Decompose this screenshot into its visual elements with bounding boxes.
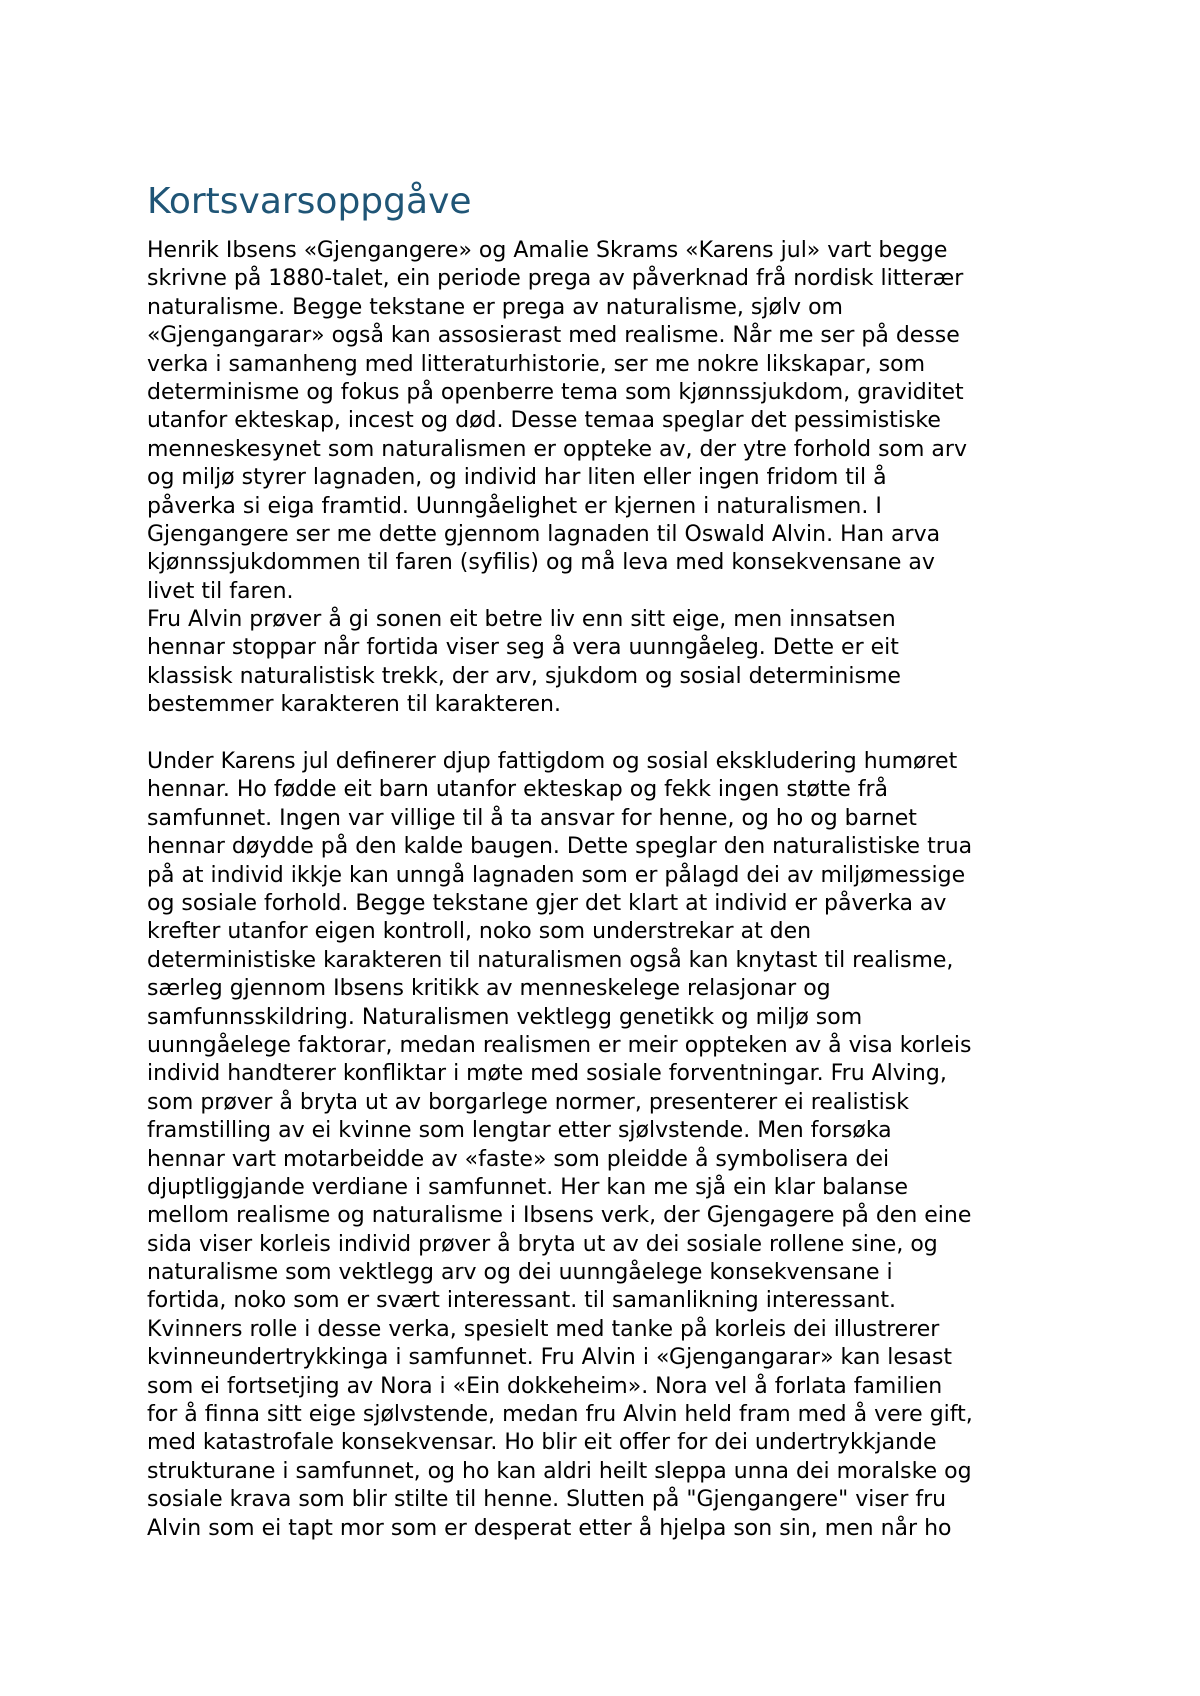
- paragraph-2: [147, 606, 1147, 720]
- text-line: «Gjengangarar» også kan assosierast med realisme. Når me ser på desse: [147, 323, 960, 349]
- paragraph-1: [147, 237, 1147, 606]
- text-line: hennar stoppar når fortida viser seg å vera uunngåeleg. Dette er eit: [147, 635, 899, 661]
- text-line: Fru Alvin prøver å gi sonen eit betre liv enn sitt eige, men innsatsen: [147, 607, 896, 633]
- text-line: Alvin som ei tapt mor som er desperat etter å hjelpa son sin, men når ho: [147, 1515, 952, 1541]
- text-line: determinisme og fokus på openberre tema som kjønnssjukdom, graviditet: [147, 379, 964, 405]
- text-line: Henrik Ibsens «Gjengangere» og Amalie Skrams «Karens jul» vart begge: [147, 238, 948, 263]
- text-line: livet til faren.: [147, 578, 294, 604]
- text-line: på at individ ikkje kan unngå lagnaden som er pålagd dei av miljømessige: [147, 862, 966, 888]
- text-line: fortida, noko som er svært interessant. til samanlikning interessant.: [147, 1288, 897, 1314]
- text-line: djuptliggjande verdiane i samfunnet. Her kan me sjå ein klar balanse: [147, 1174, 909, 1200]
- text-line: og sosiale forhold. Begge tekstane gjer det klart at individ er påverka av: [147, 890, 947, 916]
- text-line: bestemmer karakteren til karakteren.: [147, 692, 561, 718]
- text-line: naturalisme. Begge tekstane er prega av naturalisme, sjølv om: [147, 294, 843, 320]
- text-line: samfunnet. Ingen var villige til å ta ansvar for henne, og ho og barnet: [147, 805, 917, 831]
- text-line: hennar vart motarbeidde av «faste» som pleidde å symbolisera dei: [147, 1146, 890, 1172]
- document-title: Kortsvarsoppgåve: [147, 181, 472, 222]
- text-line: som ei fortsetjing av Nora i «Ein dokkeheim». Nora vel å forlata familien: [147, 1373, 943, 1399]
- text-line: som prøver å bryta ut av borgarlege normer, presenterer ei realistisk: [147, 1089, 909, 1115]
- text-line: kvinneundertrykkinga i samfunnet. Fru Alvin i «Gjengangarar» kan lesast: [147, 1345, 952, 1371]
- text-line: samfunnsskildring. Naturalismen vektlegg genetikk og miljø som: [147, 1004, 863, 1030]
- text-line: menneskesynet som naturalismen er oppteke av, der ytre forhold som arv: [147, 436, 967, 462]
- text-line: framstilling av ei kvinne som lengtar etter sjølvstende. Men forsøka: [147, 1118, 892, 1144]
- text-line: skrivne på 1880-talet, ein periode prega av påverknad frå nordisk litterær: [147, 266, 964, 292]
- text-line: og miljø styrer lagnaden, og individ har liten eller ingen fridom til å: [147, 465, 887, 491]
- text-line: uunngåelege faktorar, medan realismen er meir oppteken av å visa korleis: [147, 1032, 972, 1058]
- text-line: naturalisme som vektlegg arv og dei uunngåelege konsekvensane i: [147, 1260, 893, 1286]
- text-line: sida viser korleis individ prøver å bryta ut av dei sosiale rollene sine, og: [147, 1231, 938, 1257]
- text-line: strukturane i samfunnet, og ho kan aldri heilt sleppa unna dei moralske og: [147, 1458, 972, 1484]
- text-line: Kvinners rolle i desse verka, spesielt med tanke på korleis dei illustrerer: [147, 1316, 940, 1342]
- text-line: klassisk naturalistisk trekk, der arv, sjukdom og sosial determinisme: [147, 663, 901, 689]
- text-line: påverka si eiga framtid. Uunngåelighet er kjernen i naturalismen. I: [147, 493, 882, 519]
- text-line: Under Karens jul definerer djup fattigdom og sosial ekskludering humøret: [147, 749, 958, 775]
- text-line: utanfor ekteskap, incest og død. Desse temaa speglar det pessimistiske: [147, 408, 941, 434]
- text-line: kjønnssjukdommen til faren (syfilis) og må leva med konsekvensane av: [147, 550, 935, 576]
- text-line: sosiale krava som blir stilte til henne. Slutten på "Gjengangere" viser fru: [147, 1487, 947, 1513]
- paragraph-spacer: [147, 720, 1147, 748]
- text-line: individ handterer konfliktar i møte med sosiale forventningar. Fru Alving,: [147, 1061, 947, 1087]
- text-line: hennar døydde på den kalde baugen. Dette speglar den naturalistiske trua: [147, 834, 973, 860]
- text-line: for å finna sitt eige sjølvstende, medan fru Alvin held fram med å vere gift,: [147, 1402, 973, 1428]
- text-line: krefter utanfor eigen kontroll, noko som understrekar at den: [147, 919, 812, 945]
- text-line: mellom realisme og naturalisme i Ibsens verk, der Gjengagere på den eine: [147, 1203, 972, 1229]
- document-body: [147, 237, 1147, 1543]
- text-line: med katastrofale konsekvensar. Ho blir eit offer for dei undertrykkjande: [147, 1430, 937, 1456]
- text-line: særleg gjennom Ibsens kritikk av menneskelege relasjonar og: [147, 976, 831, 1002]
- text-line: hennar. Ho fødde eit barn utanfor ekteskap og fekk ingen støtte frå: [147, 777, 889, 803]
- paragraph-3: [147, 748, 1147, 1543]
- text-line: verka i samanheng med litteraturhistorie, ser me nokre likskapar, som: [147, 351, 926, 377]
- text-line: Gjengangere ser me dette gjennom lagnaden til Oswald Alvin. Han arva: [147, 521, 941, 547]
- text-line: deterministiske karakteren til naturalismen også kan knytast til realisme,: [147, 947, 954, 973]
